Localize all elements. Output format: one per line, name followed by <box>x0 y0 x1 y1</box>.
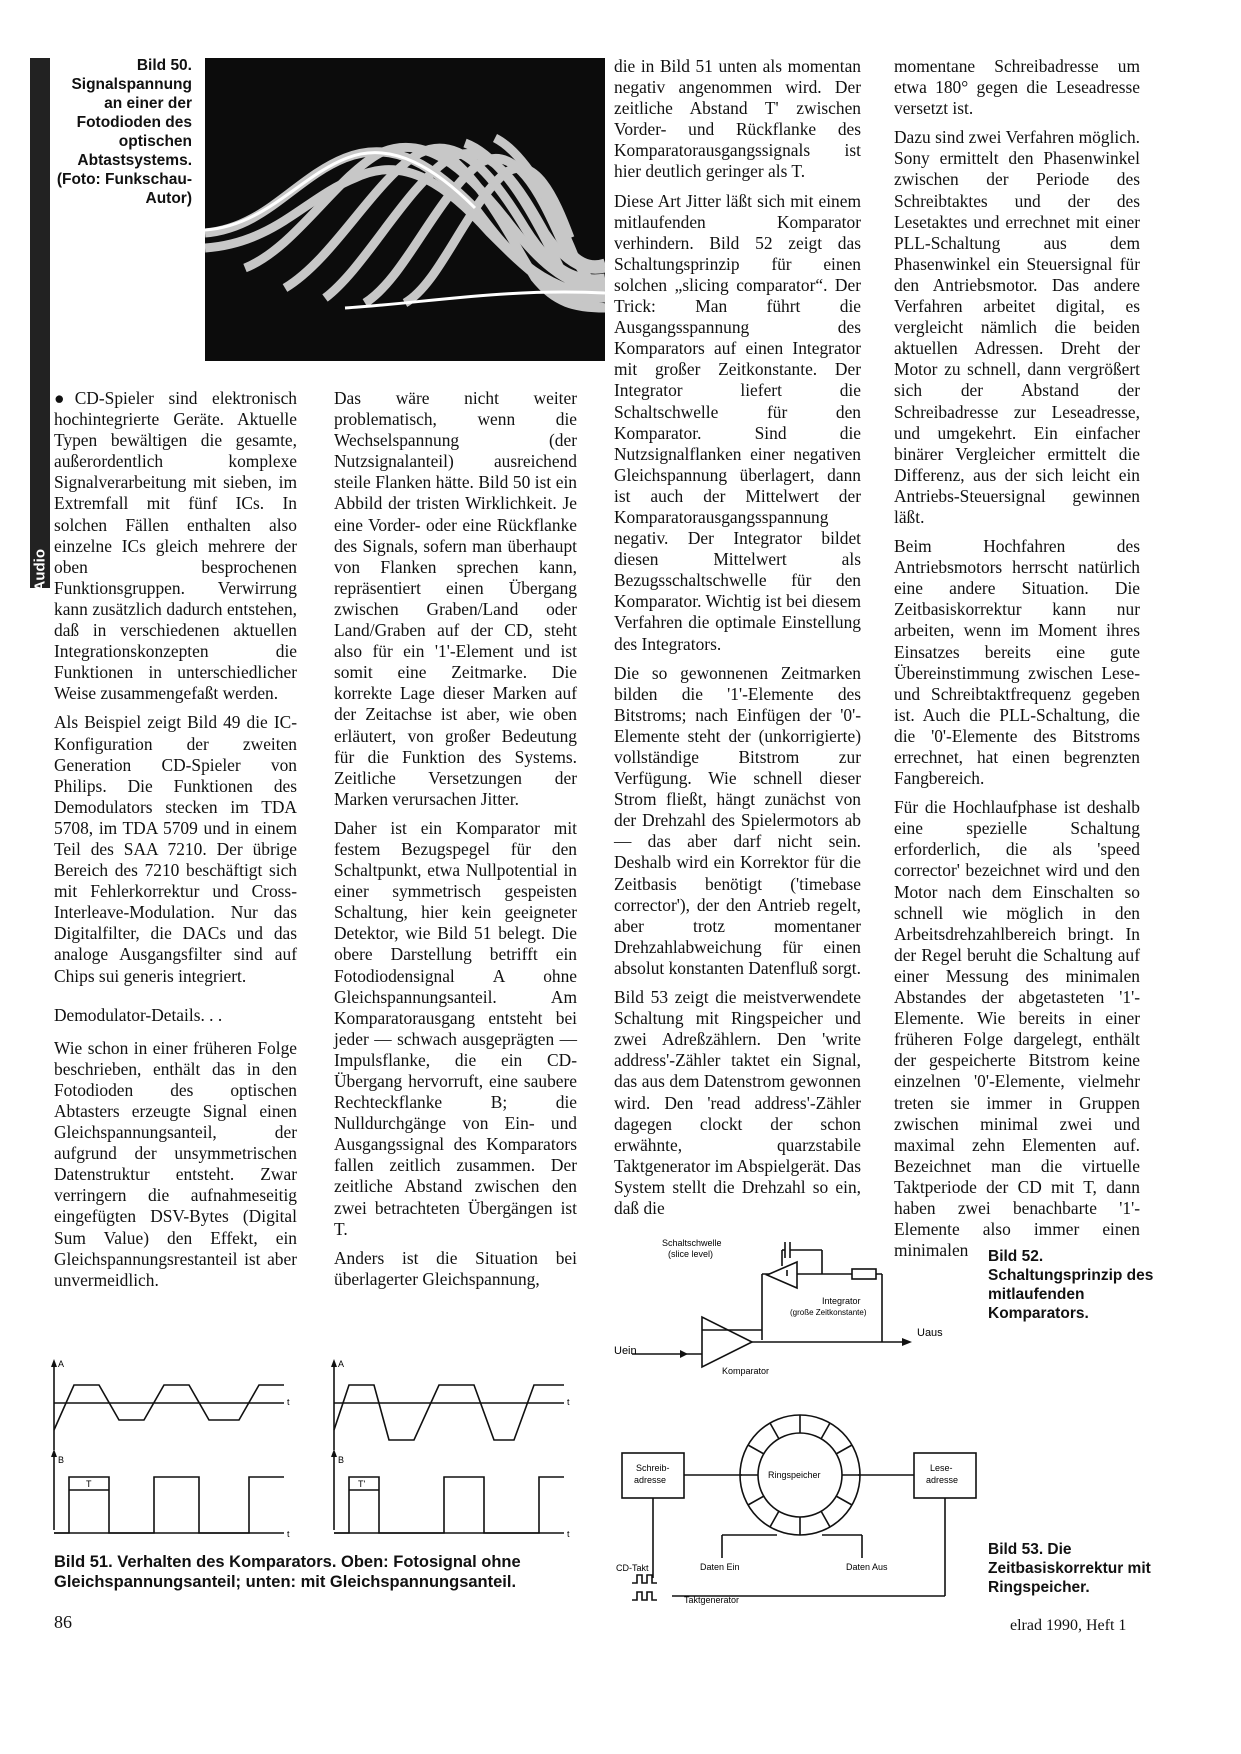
figure-53-caption: Bild 53. Die Zeitbasiskorrektur mit Ringspeicher. <box>988 1541 1151 1596</box>
paragraph: Das wäre nicht weiter problematisch, wenn die Wechselspannung (der Nutzsignalanteil) ausreichend steile Flanken hätte. Bild 50 ist ein Abbild der tristen Wirklichkeit. Je eine Vorder- oder eine Rückflanke des Signals, sofern man überhaupt von Flanken sprechen kann, repräsentiert einen Übergang zwischen Graben/Land oder Land/Graben auf der CD, steht also für ein '1'-Element und ist somit eine Zeitmarke. Die korrekte Lage dieser Marken auf der Zeitachse ist aber, wie oben erläutert, von großer Bedeutung für die Funktion des Systems. Zeitliche Versetzungen der Marken verursachen Jitter. <box>334 388 577 809</box>
figure-50-caption: Bild 50. Signalspannung an einer der Fotodioden des optischen Abtastsystems. (Foto: Funkschau-Autor) <box>56 57 192 207</box>
axis-b-label-right: B <box>338 1455 345 1465</box>
write-address-label-1: Schreib- <box>636 1463 670 1473</box>
issue-label: elrad 1990, Heft 1 <box>1010 1617 1127 1634</box>
text-column-3 <box>614 56 861 1227</box>
axis-a-label-left: A <box>58 1359 65 1369</box>
u-in-label: Uein <box>614 1345 637 1357</box>
cd-clock-label: CD-Takt <box>616 1563 649 1573</box>
text-column-4 <box>894 56 1140 1269</box>
axis-t-label-right-bottom: t <box>567 1529 570 1539</box>
paragraph: Anders ist die Situation bei überlagerter Gleichspannung, <box>334 1247 577 1289</box>
subheading: Demodulator-Details. . . <box>54 1004 223 1025</box>
period-t-prime-label: T' <box>358 1479 366 1489</box>
figure-51-caption: Bild 51. Verhalten des Komparators. Oben: Fotosignal ohne Gleichspannungsanteil; unten: mit Gleichspannungsanteil. <box>54 1553 521 1591</box>
axis-t-label-left-top: t <box>287 1397 290 1407</box>
oscilloscope-eye-pattern <box>205 58 605 361</box>
paragraph: Daher ist ein Komparator mit festem Bezugspegel für den Schaltpunkt, etwa Nullpotential in einer symmetrisch gespeisten Schaltung, hier kein geeigneter Detektor, wie Bild 51 belegt. Die obere Darstellung betrifft ein Fotodiodensignal A ohne Gleichspannungsanteil. Am Komparatorausgang entsteht bei jeder — schwach ausgeprägten — Impulsflanke, die ein CD-Übergang hervorruft, eine saubere Rechteckflanke B; die Nulldurchgänge von Ein- und Ausgangssignal des Komparators fallen zeitlich zusammen. Der zeitliche Abstand zwischen den zwei betrachteten Übergängen ist T. <box>334 817 577 1239</box>
read-address-label-2: adresse <box>926 1475 959 1485</box>
axis-t-label-right-top: t <box>567 1397 570 1407</box>
ring-memory-label: Ringspeicher <box>768 1470 821 1480</box>
section-tab-label: Audio <box>31 549 49 592</box>
read-address-label-1: Lese- <box>930 1463 953 1473</box>
threshold-label: Schaltschwelle <box>662 1238 722 1248</box>
paragraph: Die so gewonnenen Zeitmarken bilden die '1'-Elemente des Bitstroms; nach Einfügen der '0'-Elemente steht der (unkorrigierte) vollständige Bitstrom zur Verfügung. Wie schnell dieser Strom fließt, hängt zunächst von der Drehzahl des Spielermotors ab — das aber darf nicht sein. Deshalb wird ein Korrektor für die Zeitbasis benötigt ('timebase corrector'), der den Antrieb regelt, aber trotz momentaner Drehzahlabweichung für einen absolut konstanten Datenfluß sorgt. <box>614 662 861 978</box>
section-tab <box>30 58 50 592</box>
figure-51-waveforms <box>44 1355 584 1545</box>
data-out-label: Daten Aus <box>846 1562 888 1572</box>
clock-generator-label: Taktgenerator <box>684 1595 740 1605</box>
axis-a-label-right: A <box>338 1359 345 1369</box>
paragraph: ●CD-Spieler sind elektronisch hochintegrierte Geräte. Aktuelle Typen bewältigen die gesamte, außerordentlich komplexe Signalverarbeitung mit sieben, im Extremfall mit fünf ICs. In solchen Fällen enthalten also einzelne ICs gleich mehrere der oben besprochenen Funktionsgruppen. Verwirrung kann zusätzlich dadurch entstehen, daß in verschiedenen aktuellen Integrationskonzepten die Funktionen in unterschiedlicher Weise zusammengefaßt werden. <box>54 388 297 704</box>
page-number: 86 <box>54 1612 72 1632</box>
paragraph: Dazu sind zwei Verfahren möglich. Sony ermittelt den Phasenwinkel zwischen der Periode des Schreibtaktes und der des Lesetaktes und errechnet mit einer PLL-Schaltung aus dem Phasenwinkel ein Steuersignal für den Antriebsmotor. Das andere Verfahren arbeitet digital, es vergleicht nämlich die beiden aktuellen Adressen. Dreht der Motor zu schnell, dann vergrößert sich der Abstand der Schreibadresse zur Leseadresse, und umgekehrt. Ein einfacher binärer Vergleicher ermittelt die Differenz, aus der sich leicht ein Antriebs-Steuersignal gewinnen läßt. <box>894 127 1140 527</box>
comparator-label: Komparator <box>722 1366 770 1376</box>
paragraph: Als Beispiel zeigt Bild 49 die IC-Konfiguration der zweiten Generation CD-Spieler von Philips. Die Funktionen des Demodulators stecken im TDA 5708, im TDA 5709 und in einem Teil des SAA 7210. Der übrige Bereich des 7210 beschäftigt sich mit Fehlerkorrektur und Cross-Interleave-Modulation. Nur das Digitalfilter, die DACs und das analoge Ausgangsfilter sind auf Chips sui generis integriert. <box>54 712 297 986</box>
paragraph: Beim Hochfahren des Antriebsmotors herrscht natürlich eine andere Situation. Die Zeitbasiskorrektur kann nur arbeiten, wenn im Moment ihres Einsatzes bereits eine gute Übereinstimmung zwischen Lese- und Schreibtaktfrequenz gegeben ist. Auch die PLL-Schaltung, die die '0'-Elemente des Bitstroms errechnet, hat einen begrenzten Fangbereich. <box>894 536 1140 789</box>
period-t-label: T <box>86 1479 92 1489</box>
u-out-label: Uaus <box>917 1327 943 1339</box>
figure-53-ringbuffer <box>612 1398 992 1616</box>
paragraph: die in Bild 51 unten als momentan negativ angenommen wird. Der zeitliche Abstand T' zwischen Vorder- und Rückflanke des Komparatorausgangssignals ist hier deutlich geringer als T. <box>614 56 861 182</box>
data-in-label: Daten Ein <box>700 1562 740 1572</box>
paragraph: Diese Art Jitter läßt sich mit einem mitlaufenden Komparator verhindern. Bild 52 zeigt das Schaltungsprinzip für einen solchen „slicing comparator“. Der Trick: Man führt die Ausgangsspannung des Komparators auf einen Integrator mit großer Zeitkonstante. Der Integrator liefert die Schaltschwelle für den Komparator. Sind die Nutzsignalflanken einer negativen Gleichspannung überlagert, dann ist auch der Mittelwert der Komparatorausgangsspannung negativ. Der Integrator bildet diesen Mittelwert als Bezugsschaltschwelle für den Komparator. Wichtig ist bei diesem Verfahren die optimale Einstellung des Integrators. <box>614 190 861 654</box>
integrator-sublabel: (große Zeitkonstante) <box>790 1308 867 1317</box>
figure-52-caption: Bild 52. Schaltungsprinzip des mitlaufenden Komparators. <box>988 1248 1154 1322</box>
threshold-label-en: (slice level) <box>668 1249 714 1259</box>
paragraph: momentane Schreibadresse um etwa 180° gegen die Leseadresse versetzt ist. <box>894 56 1140 119</box>
axis-b-label-left: B <box>58 1455 65 1465</box>
text-column-1 <box>54 388 297 1299</box>
figure-50-photo <box>205 58 605 361</box>
paragraph: Für die Hochlaufphase ist deshalb eine spezielle Schaltung erforderlich, die als 'speed corrector' bezeichnet wird und den Motor nach dem Einschalten so schnell wie möglich in den Arbeitsdrehzahlbereich bringt. In der Regel beruht die Schaltung auf einer Messung des minimalen Abstandes der abgetasteten '1'-Elemente. Wie bereits in einer früheren Folge dargelegt, enthält der gespeicherte Bitstrom keine einzelnen '0'-Elemente, vielmehr treten sie immer in Gruppen zwischen minimal zwei und maximal zehn Elementen auf. Bezeichnet man die virtuelle Taktperiode der CD mit T, dann haben zwei benachbarte '1'-Elemente also immer einen minimalen <box>894 797 1140 1261</box>
axis-t-label-left-bottom: t <box>287 1529 290 1539</box>
text-column-2 <box>334 388 577 1298</box>
paragraph: Wie schon in einer früheren Folge beschrieben, enthält das in den Fotodioden des optischen Abtasters erzeugte Signal einen Gleichspannungsanteil, der aufgrund der unsymmetrischen Datenstruktur entsteht. Zwar verringern die aufnahmeseitig eingefügten DSV-Bytes (Digital Sum Value) den Effekt, ein Gleichspannungsrestanteil ist aber unvermeidlich. <box>54 1037 297 1290</box>
integrator-label: Integrator <box>822 1296 861 1306</box>
write-address-label-2: adresse <box>634 1475 667 1485</box>
paragraph: Bild 53 zeigt die meistverwendete Schaltung mit Ringspeicher und zwei Adreßzählern. Den 'write address'-Zähler taktet ein Signal, das aus dem Datenstrom gewonnen wird. Den 'read address'-Zähler dagegen clockt der schon erwähnte, quarzstabile Taktgenerator im Abspielgerät. Das System stellt die Drehzahl so ein, daß die <box>614 987 862 1218</box>
figure-52-circuit <box>612 1232 972 1382</box>
